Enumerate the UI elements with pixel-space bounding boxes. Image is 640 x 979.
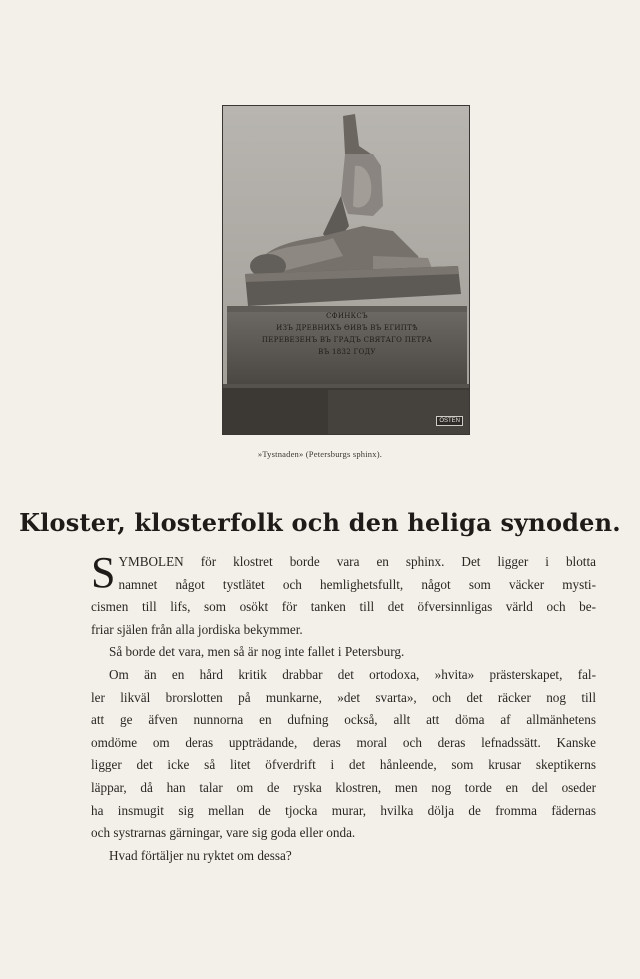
text-line: YMBOLEN för klostret borde vara en sphinx. Det ligger i blotta bbox=[118, 554, 596, 569]
first-paragraph bbox=[91, 551, 596, 596]
text-line: att ge äfven nunnorna en dufning också, allt att döma af allmänhetens bbox=[91, 712, 596, 728]
inscription-line: ИЗЪ ДРЕВНИХЪ ѲИВЪ ВЪ ЕГИПТѢ bbox=[276, 324, 418, 332]
inscription-line: СФИНКСЪ bbox=[326, 312, 368, 320]
chapter-heading: Kloster, klosterfolk och den heliga synoden. bbox=[19, 508, 621, 537]
sphinx-photo-illustration bbox=[223, 106, 469, 434]
body-text bbox=[91, 551, 596, 867]
text-line: ligger det icke så litet öfverdrift i det hånleende, som krusar skeptikerns bbox=[91, 757, 596, 773]
text-line: cismen till lifs, som osökt för tanken till det öfversinnligas värld och be- bbox=[91, 599, 596, 615]
text-line: namnet något tystlätet och hemlighetsfullt, något som väcker mysti- bbox=[118, 576, 596, 592]
inscription-line: ВЪ 1832 ГОДУ bbox=[318, 348, 376, 356]
text-line: ha insmugit sig mellan de tjocka murar, hvilka dölja de fromma fädernas bbox=[91, 802, 596, 818]
sphinx-photograph bbox=[222, 105, 470, 435]
text-line: Så borde det vara, men så är nog inte fallet i Petersburg. bbox=[109, 644, 405, 660]
text-line: Hvad förtäljer nu ryktet om dessa? bbox=[109, 847, 292, 863]
photographer-stamp: ÖSTEN bbox=[436, 416, 463, 426]
drop-cap: S bbox=[91, 551, 116, 597]
text-line: Om än en hård kritik drabbar det ortodoxa, »hvita» prästerskapet, fal- bbox=[109, 666, 596, 682]
text-line: och systrarnas gärningar, vare sig goda eller onda. bbox=[91, 825, 356, 841]
pedestal-inscription bbox=[231, 310, 463, 358]
text-line: friar själen från alla jordiska bekymmer. bbox=[91, 621, 303, 637]
text-line: läppar, då han talar om de ryska klostren, men nog torde en del oseder bbox=[91, 779, 596, 795]
text-line: omdöme om deras uppträdande, deras moral och deras lefnadssätt. Kanske bbox=[91, 734, 596, 750]
inscription-line: ПЕРЕВЕЗЕНЪ ВЪ ГРАДЪ СВЯТАГО ПЕТРА bbox=[261, 336, 433, 344]
figure-caption: »Tystnaden» (Petersburgs sphinx). bbox=[257, 449, 383, 459]
text-line: ler likväl brorslotten på munkarne, »det svarta», och det räcker nog till bbox=[91, 689, 596, 705]
